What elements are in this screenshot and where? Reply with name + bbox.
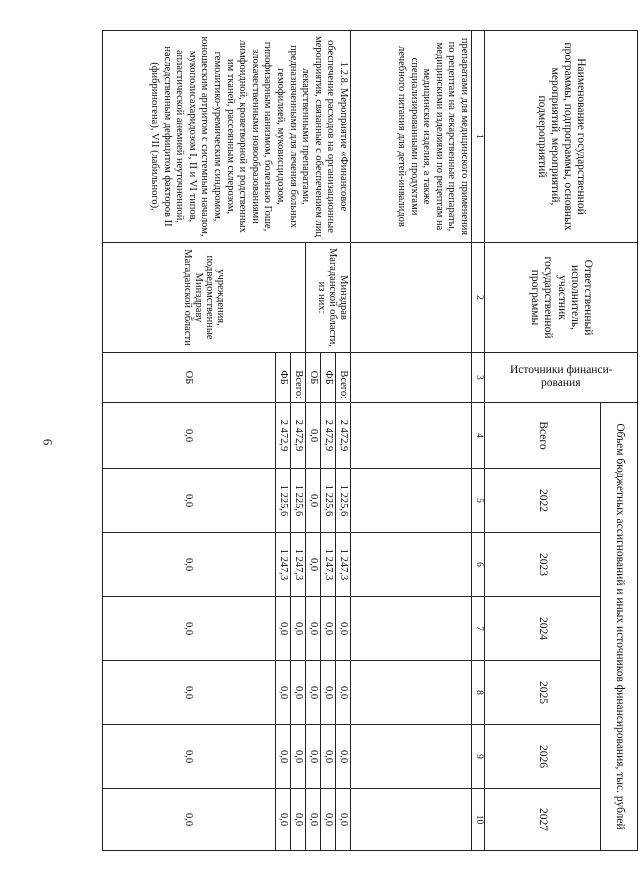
value-cell: 1 225,6	[336, 469, 351, 533]
source-cell: ФБ	[321, 353, 336, 403]
value-cell: 1 247,3	[321, 533, 336, 597]
value-cell: 0,0	[336, 725, 351, 789]
header-name: Наименование государственной программы, подпрограммы, основных мероприятий, мероприятий, подмероприятий	[485, 31, 638, 243]
value-cell: 0,0	[291, 725, 306, 789]
value-cell: 1 225,6	[321, 469, 336, 533]
col-number: 3	[472, 353, 485, 403]
value-cell: 0,0	[336, 597, 351, 661]
header-year-2024: 2024	[485, 597, 601, 661]
value-cell: 2 472,9	[321, 403, 336, 469]
value-cell: 0,0	[336, 661, 351, 725]
landscape-sheet	[66, 30, 638, 850]
header-year-2022: 2022	[485, 469, 601, 533]
col-number: 2	[472, 243, 485, 353]
header-year-2023: 2023	[485, 533, 601, 597]
value-cell: 1 247,3	[291, 533, 306, 597]
value-cell: 0,0	[103, 725, 276, 789]
value-cell: 0,0	[103, 661, 276, 725]
value-cell: 0,0	[276, 789, 291, 851]
col-number: 10	[472, 789, 485, 851]
header-year-2027: 2027	[485, 789, 601, 851]
value-cell: 2 472,9	[291, 403, 306, 469]
value-cell: 0,0	[306, 789, 321, 851]
value-cell: 0,0	[291, 789, 306, 851]
source-cell: ФБ	[276, 353, 291, 403]
executor-ministry-text: Минздрав Магаданской области,	[327, 247, 349, 348]
value-cell: 0,0	[306, 403, 321, 469]
col-number: 5	[472, 469, 485, 533]
value-cell: 0,0	[276, 661, 291, 725]
col-number: 4	[472, 403, 485, 469]
value-cell: 0,0	[336, 789, 351, 851]
col-number: 1	[472, 31, 485, 243]
column-number-row	[472, 31, 485, 851]
col-number: 7	[472, 597, 485, 661]
continuation-name: препаратами для медицинского применения по рецептам на лекарственные препараты, медицинскими изделиями по рецептам на медицинские изделия, а также специализированными продуктами лечебного питания для детей-инвалидов	[351, 31, 472, 243]
header-row-1	[601, 31, 638, 851]
col-number: 6	[472, 533, 485, 597]
page-number: 6	[40, 438, 56, 446]
value-cell: 0,0	[276, 725, 291, 789]
value-cell: 0,0	[103, 469, 276, 533]
funding-table	[102, 30, 638, 851]
table-row-continuation	[351, 31, 472, 851]
source-cell: Всего:	[291, 353, 306, 403]
header-source	[485, 353, 638, 403]
source-cell: ОБ	[306, 353, 321, 403]
table-row	[336, 31, 351, 851]
executor-of-them: из них:	[316, 281, 327, 314]
value-cell: 0,0	[103, 789, 276, 851]
measure-name: 1.2.8. Мероприятие «Финансовое обеспечение расходов на организационные мероприятия, связанные с обеспечением лиц лекарственными препаратами, предназначенными для лечения больных гемофилией, муковисцидозом, гипофизарным нанизмом, болезнью Гоше, злокачественными новообразованиями лимфоидной, кроветворной и родственных им тканей, рассеянным склерозом, гемолитико-уремическим синдромом, юношеским артритом с системным началом, мукополисахаридозом I, II и VI типов, апластической анемией неуточненной, наследственным дефицитом факторов II (фибриногена), VII (лабильного),	[103, 31, 351, 243]
source-cell: Всего:	[336, 353, 351, 403]
value-cell: 0,0	[103, 403, 276, 469]
value-cell: 1 247,3	[336, 533, 351, 597]
col-number: 9	[472, 725, 485, 789]
value-cell: 0,0	[321, 597, 336, 661]
header-year-total: Всего	[485, 403, 601, 469]
value-cell: 2 472,9	[336, 403, 351, 469]
value-cell: 2 472,9	[276, 403, 291, 469]
value-cell: 0,0	[291, 661, 306, 725]
value-cell: 0,0	[306, 725, 321, 789]
value-cell: 1 225,6	[291, 469, 306, 533]
col-number: 8	[472, 661, 485, 725]
value-cell: 0,0	[103, 597, 276, 661]
value-cell: 1 225,6	[276, 469, 291, 533]
value-cell: 0,0	[321, 725, 336, 789]
value-cell: 0,0	[276, 597, 291, 661]
header-year-2026: 2026	[485, 725, 601, 789]
value-cell: 0,0	[103, 533, 276, 597]
value-cell: 0,0	[291, 597, 306, 661]
value-cell: 0,0	[306, 469, 321, 533]
value-cell: 0,0	[321, 661, 336, 725]
source-cell: ОБ	[103, 353, 276, 403]
header-source-text: Источники финанси-рования	[509, 364, 613, 390]
header-year-2025: 2025	[485, 661, 601, 725]
value-cell: 0,0	[306, 597, 321, 661]
value-cell: 0,0	[321, 789, 336, 851]
header-executor: Ответственный исполнитель, участник государственной программы	[485, 243, 638, 353]
value-cell: 0,0	[306, 661, 321, 725]
executor-ministry	[306, 243, 351, 353]
executor-institutions: учреждения, подведомственные Минздраву Магаданской области	[103, 243, 306, 353]
value-cell: 0,0	[306, 533, 321, 597]
value-cell: 1 247,3	[276, 533, 291, 597]
header-funding: Объем бюджетных ассигнований и иных источников финансирования, тыс. рублей	[601, 403, 638, 851]
